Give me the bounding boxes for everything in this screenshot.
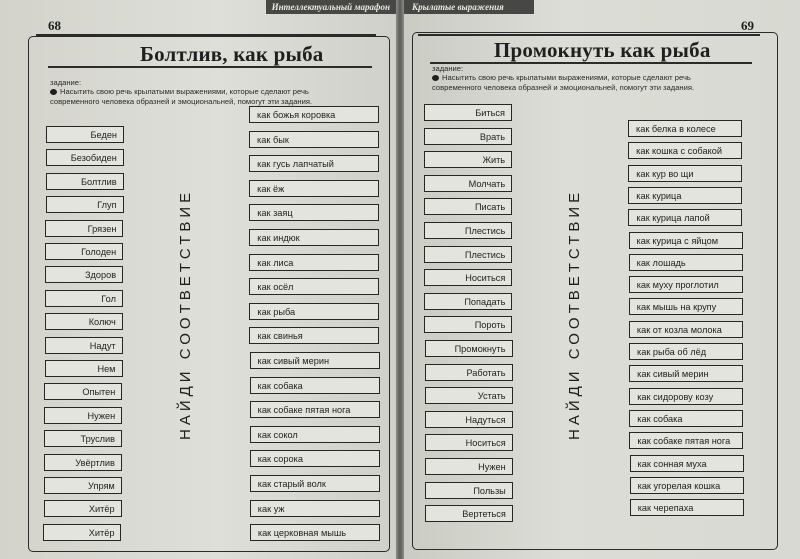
word-box: Упрям <box>44 477 122 494</box>
word-box: Устать <box>425 387 513 404</box>
word-box: Молчать <box>424 175 512 192</box>
word-box: Писать <box>424 198 512 215</box>
word-box: Пороть <box>424 316 512 333</box>
page-title: Промокнуть как рыба <box>494 38 711 62</box>
page-number: 68 <box>48 18 61 33</box>
running-header: Крылатые выражения <box>404 0 534 14</box>
phrase-box: как лошадь <box>629 254 743 271</box>
word-box: Пользы <box>425 482 513 499</box>
word-box: Хитёр <box>44 500 122 517</box>
phrase-box: как собака <box>250 377 380 394</box>
vertical-instruction: НАЙДИ СООТВЕТСТВИЕ <box>566 188 583 440</box>
task-instructions <box>50 78 350 106</box>
word-box: Труслив <box>44 430 122 447</box>
word-box: Жить <box>424 151 512 168</box>
word-box: Нем <box>45 360 123 377</box>
phrase-box: как кошка с собакой <box>628 142 742 159</box>
phrase-box: как гусь лапчатый <box>249 155 379 172</box>
task-text: Насытить свою речь крылатыми выражениями, которые сделают речь современного человека образней и эмоциональней, помогут эти задания. <box>50 87 313 106</box>
word-box: Беден <box>46 126 124 143</box>
word-box: Врать <box>424 128 512 145</box>
phrase-box: как черепаха <box>630 499 744 516</box>
phrase-box: как от козла молока <box>629 321 743 338</box>
phrase-box: как осёл <box>249 278 379 295</box>
phrase-box: как лиса <box>249 254 379 271</box>
word-box: Носиться <box>425 434 513 451</box>
phrase-box: как кур во щи <box>628 165 742 182</box>
phrase-box: как рыба об лёд <box>629 343 743 360</box>
task-label: задание: <box>432 64 464 73</box>
word-box: Нужен <box>44 407 122 424</box>
phrase-box: как белка в колесе <box>628 120 742 137</box>
phrase-box: как собака <box>629 410 743 427</box>
phrase-box: как сорока <box>250 450 380 467</box>
bullet-icon <box>50 89 57 95</box>
phrase-box: как свинья <box>249 327 379 344</box>
page-number: 69 <box>741 18 754 33</box>
word-box: Колюч <box>45 313 123 330</box>
running-header: Интеллектуальный марафон <box>266 0 396 14</box>
phrase-box: как угорелая кошка <box>630 477 744 494</box>
word-box: Вертеться <box>425 505 513 522</box>
word-box: Голоден <box>45 243 123 260</box>
task-label: задание: <box>50 78 82 87</box>
word-box: Надут <box>45 337 123 354</box>
phrase-box: как курица с яйцом <box>629 232 743 249</box>
phrase-box: как сивый мерин <box>629 365 743 382</box>
word-box: Надуться <box>425 411 513 428</box>
word-box: Увёртлив <box>44 454 122 471</box>
word-box: Болтлив <box>46 173 124 190</box>
title-divider <box>48 66 372 68</box>
phrase-box: как старый волк <box>250 475 380 492</box>
word-box: Грязен <box>45 220 123 237</box>
phrase-box: как сидорову козу <box>629 388 743 405</box>
word-box: Гол <box>45 290 123 307</box>
phrase-box: как бык <box>249 131 379 148</box>
phrase-box: как уж <box>250 500 380 517</box>
word-box: Нужен <box>425 458 513 475</box>
phrase-box: как собаке пятая нога <box>250 401 380 418</box>
phrase-box: как заяц <box>249 204 379 221</box>
word-box: Биться <box>424 104 512 121</box>
word-box: Опытен <box>44 383 122 400</box>
bullet-icon <box>432 75 439 81</box>
phrase-box: как мышь на крупу <box>629 298 743 315</box>
phrase-box: как курица <box>628 187 742 204</box>
phrase-box: как церковная мышь <box>250 524 380 541</box>
word-box: Промокнуть <box>425 340 513 357</box>
page-title: Болтлив, как рыба <box>140 42 324 66</box>
word-box: Безобиден <box>46 149 124 166</box>
phrase-box: как индюк <box>249 229 379 246</box>
word-box: Попадать <box>424 293 512 310</box>
phrase-box: как рыба <box>249 303 379 320</box>
word-box: Плестись <box>424 246 512 263</box>
task-text: Насытить свою речь крылатыми выражениями, которые сделают речь современного человека образней и эмоциональней, помогут эти задания. <box>432 73 695 92</box>
word-box: Работать <box>425 364 513 381</box>
phrase-box: как ёж <box>249 180 379 197</box>
word-box: Плестись <box>424 222 512 239</box>
word-box: Глуп <box>46 196 124 213</box>
word-box: Хитёр <box>43 524 121 541</box>
phrase-box: как сонная муха <box>630 455 744 472</box>
phrase-box: как муху проглотил <box>629 276 743 293</box>
vertical-instruction: НАЙДИ СООТВЕТСТВИЕ <box>177 188 194 440</box>
phrase-box: как божья коровка <box>249 106 379 123</box>
right-page <box>404 0 800 559</box>
left-page <box>0 0 396 559</box>
book-spine <box>396 0 404 559</box>
phrase-box: как собаке пятая нога <box>629 432 743 449</box>
task-instructions <box>432 64 742 92</box>
phrase-box: как курица лапой <box>628 209 742 226</box>
phrase-box: как сивый мерин <box>250 352 380 369</box>
word-box: Здоров <box>45 266 123 283</box>
word-box: Носиться <box>424 269 512 286</box>
phrase-box: как сокол <box>250 426 380 443</box>
